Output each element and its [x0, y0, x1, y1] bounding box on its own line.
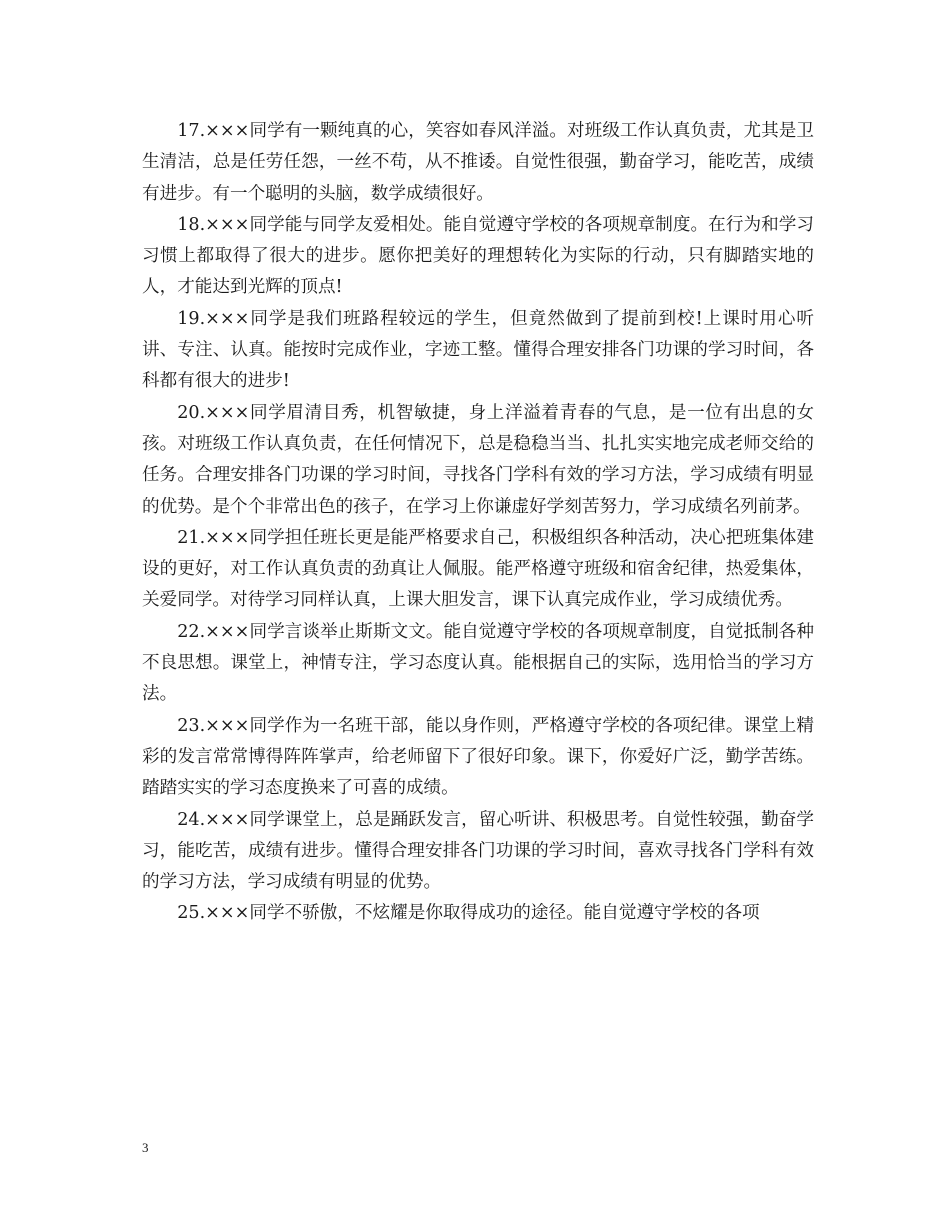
comment-paragraph-21: 21.×××同学担任班长更是能严格要求自己，积极组织各种活动，决心把班集体建设的更好，对工作认真负责的劲真让人佩服。能严格遵守班级和宿舍纪律，热爱集体，关爱同学。对待学习同样认真，上课大胆发言，课下认真完成作业，学习成绩优秀。: [142, 527, 814, 611]
page-number: 3: [142, 1140, 149, 1155]
page-body: [142, 116, 814, 930]
comment-paragraph-18: 18.×××同学能与同学友爱相处。能自觉遵守学校的各项规章制度。在行为和学习习惯上都取得了很大的进步。愿你把美好的理想转化为实际的行动，只有脚踏实地的人，才能达到光辉的顶点!: [142, 214, 814, 298]
comment-paragraph-19: 19.×××同学是我们班路程较远的学生，但竟然做到了提前到校!上课时用心听讲、专注、认真。能按时完成作业，字迹工整。懂得合理安排各门功课的学习时间，各科都有很大的进步!: [142, 308, 814, 392]
comment-paragraph-24: 24.×××同学课堂上，总是踊跃发言，留心听讲、积极思考。自觉性较强，勤奋学习，能吃苦，成绩有进步。懂得合理安排各门功课的学习时间，喜欢寻找各门学科有效的学习方法，学习成绩有明显的优势。: [142, 809, 814, 893]
comment-paragraph-23: 23.×××同学作为一名班干部，能以身作则，严格遵守学校的各项纪律。课堂上精彩的发言常常博得阵阵掌声，给老师留下了很好印象。课下，你爱好广泛，勤学苦练。踏踏实实的学习态度换来了可喜的成绩。: [142, 715, 814, 799]
comment-paragraph-25: 25.×××同学不骄傲，不炫耀是你取得成功的途径。能自觉遵守学校的各项: [177, 903, 760, 924]
comment-paragraph-22: 22.×××同学言谈举止斯斯文文。能自觉遵守学校的各项规章制度，自觉抵制各种不良思想。课堂上，神情专注，学习态度认真。能根据自己的实际，选用恰当的学习方法。: [142, 621, 814, 705]
comment-paragraph-17: 17.×××同学有一颗纯真的心，笑容如春风洋溢。对班级工作认真负责，尤其是卫生清洁，总是任劳任怨，一丝不苟，从不推诿。自觉性很强，勤奋学习，能吃苦，成绩有进步。有一个聪明的头脑，数学成绩很好。: [142, 121, 814, 204]
comment-paragraph-20: 20.×××同学眉清目秀，机智敏捷，身上洋溢着青春的气息，是一位有出息的女孩。对班级工作认真负责，在任何情况下，总是稳稳当当、扎扎实实地完成老师交给的任务。合理安排各门功课的学习时间，寻找各门学科有效的学习方法，学习成绩有明显的优势。是个个非常出色的孩子，在学习上你谦虚好学刻苦努力，学习成绩名列前茅。: [142, 402, 814, 517]
